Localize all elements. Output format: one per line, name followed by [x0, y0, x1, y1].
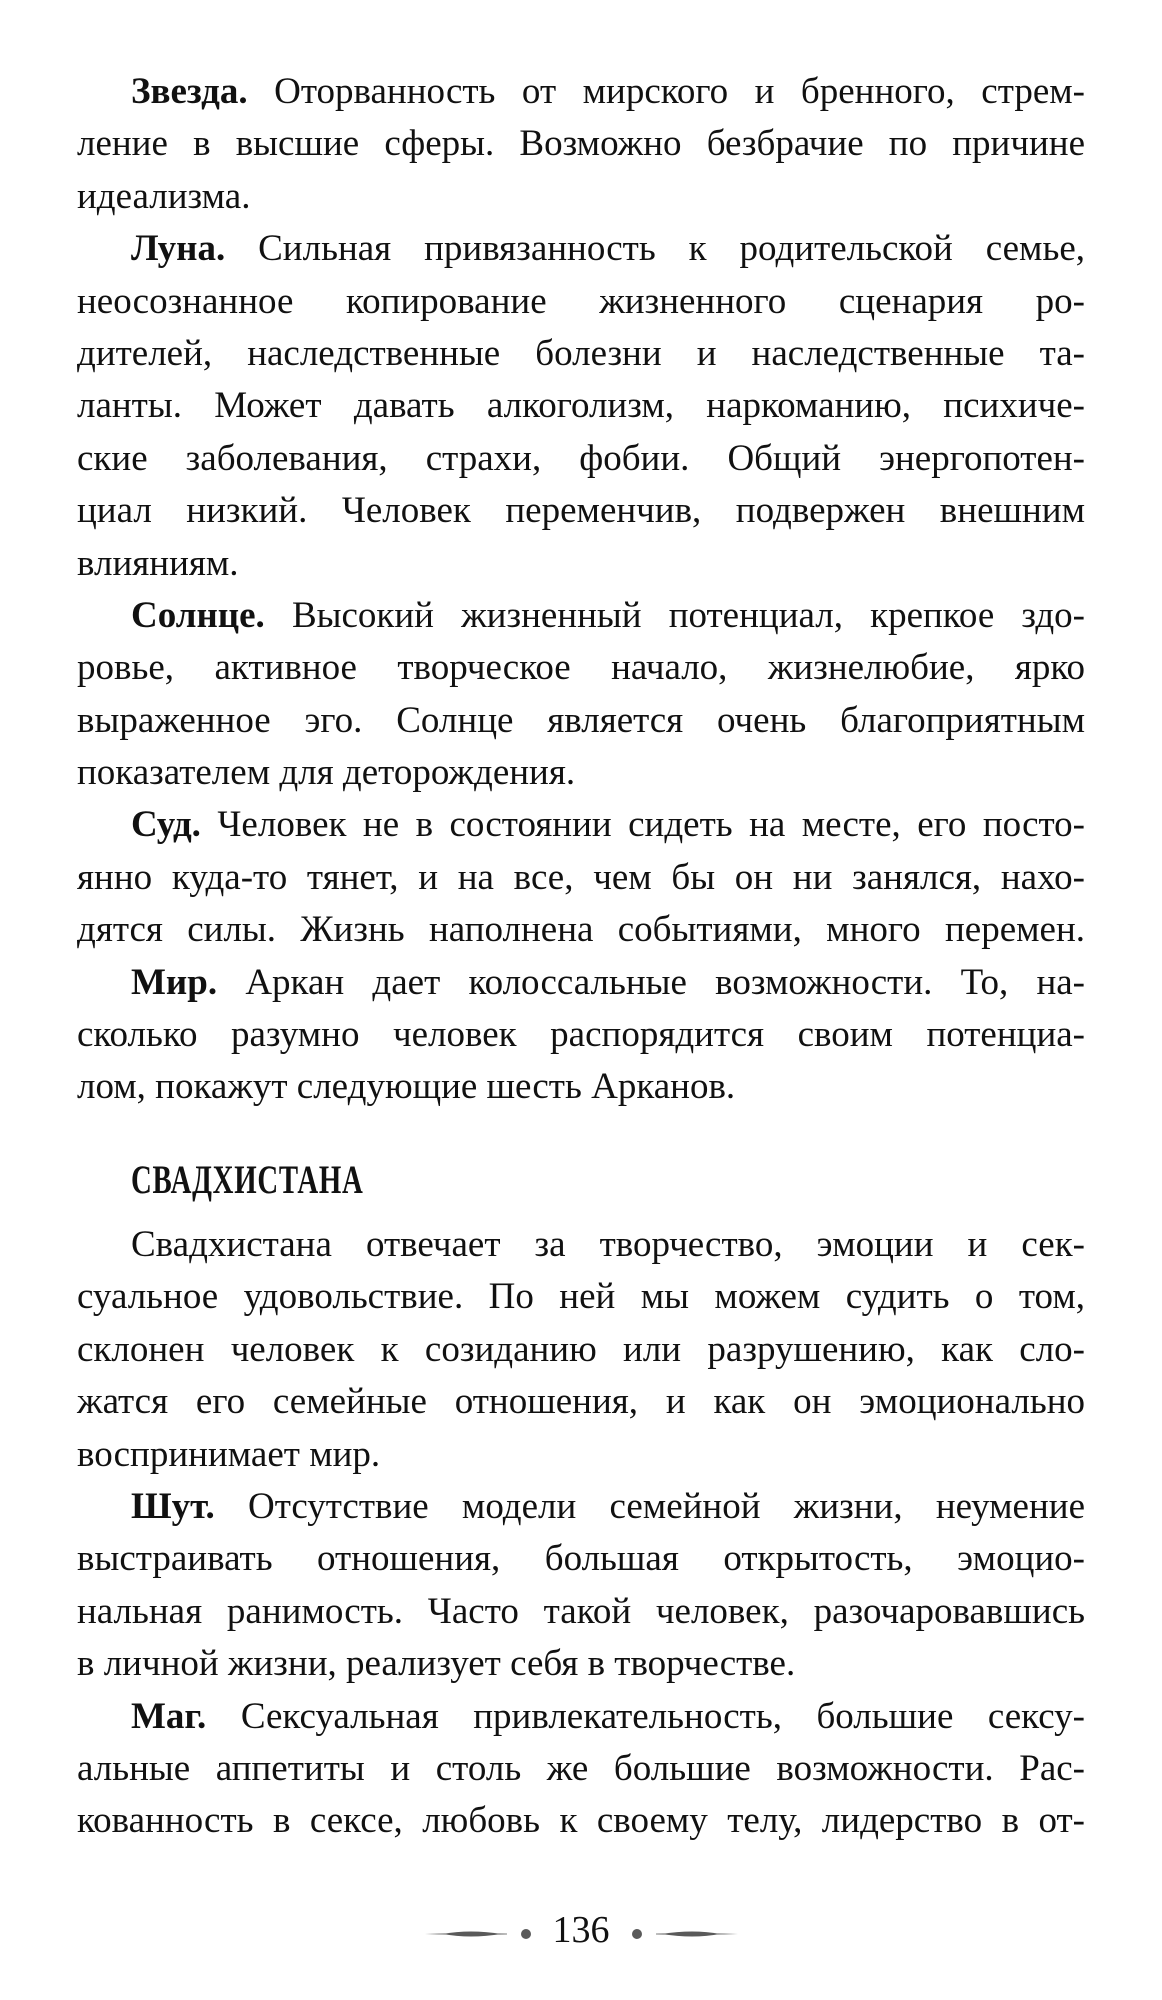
arcana-title-star: Звезда.	[131, 71, 248, 112]
line-text: суальное удовольствие. По ней мы можем судить о том,	[77, 1276, 1085, 1318]
arcana-title-magician: Маг.	[131, 1695, 207, 1737]
text-line	[77, 1743, 1085, 1795]
line-text: циал низкий. Человек переменчив, подвержен внешним	[77, 490, 1085, 532]
line-text: ление в высшие сферы. Возможно безбрачие по причине	[77, 123, 1085, 165]
arcana-title-judgement: Суд.	[131, 804, 201, 846]
line-text: Сильная привязанность к родительской семье,	[225, 228, 1085, 270]
text-block-svadhisthana	[77, 1219, 1085, 1848]
section-heading: СВАДХИСТАНА	[131, 1157, 364, 1202]
line-text: выстраивать отношения, большая открытость, эмоцио-	[77, 1538, 1085, 1580]
line-text: кованность в сексе, любовь к своему телу, лидерство в от-	[77, 1800, 1085, 1842]
flourish-right-icon	[648, 1928, 738, 1940]
text-line	[77, 904, 1085, 956]
text-line	[77, 1009, 1085, 1061]
arcana-title-fool: Шут.	[131, 1485, 215, 1527]
text-line	[77, 171, 1085, 223]
text-line	[77, 1324, 1085, 1376]
text-line	[77, 1638, 1085, 1690]
line-text: Аркан дает колоссальные возможности. То, на-	[217, 961, 1085, 1003]
page-footer	[0, 1908, 1162, 1952]
text-line	[77, 799, 1085, 851]
text-block-muladhara-arcana	[77, 66, 1085, 1114]
text-line	[77, 590, 1085, 642]
text-line	[77, 223, 1085, 275]
line-text: Высокий жизненный потенциал, крепкое здо-	[264, 594, 1085, 636]
page-number: 136	[552, 1909, 610, 1951]
line-text: в личной жизни, реализует себя в творчестве.	[77, 1643, 796, 1685]
text-line	[77, 66, 1085, 118]
text-line	[77, 1376, 1085, 1428]
text-line	[77, 538, 1085, 590]
text-line	[77, 1481, 1085, 1533]
arcana-title-moon: Луна.	[131, 228, 226, 270]
line-text: Свадхистана отвечает за творчество, эмоции и сек-	[131, 1224, 1085, 1265]
line-text: склонен человек к созиданию или разрушению, как сло-	[77, 1328, 1085, 1370]
text-line	[77, 1271, 1085, 1323]
text-line	[77, 1691, 1085, 1743]
line-text: Отсутствие модели семейной жизни, неумение	[214, 1485, 1085, 1527]
line-text: выраженное эго. Солнце является очень благоприятным	[77, 699, 1085, 741]
line-text: неосознанное копирование жизненного сценария ро-	[77, 280, 1085, 322]
text-line	[77, 276, 1085, 328]
text-line	[77, 1533, 1085, 1585]
text-line	[77, 695, 1085, 747]
text-line	[77, 485, 1085, 537]
text-line	[77, 118, 1085, 170]
line-text: ские заболевания, страхи, фобии. Общий энергопотен-	[77, 437, 1085, 479]
line-text: Сексуальная привлекательность, большие сексу-	[206, 1695, 1085, 1737]
ornament-dot-right	[632, 1929, 642, 1939]
line-text: дятся силы. Жизнь наполнена событиями, много перемен.	[77, 909, 1085, 951]
text-line	[77, 1219, 1085, 1271]
line-text: сколько разумно человек распорядится своим потенциа-	[77, 1014, 1085, 1056]
line-text: показателем для деторождения.	[77, 752, 576, 794]
flourish-left-icon	[425, 1928, 515, 1940]
text-line	[77, 433, 1085, 485]
line-text: ровье, активное творческое начало, жизнелюбие, ярко	[77, 647, 1085, 689]
line-text: дителей, наследственные болезни и наследственные та-	[77, 332, 1085, 374]
text-line	[77, 957, 1085, 1009]
text-line	[77, 328, 1085, 380]
line-text: нальная ранимость. Часто такой человек, разочаровавшись	[77, 1590, 1085, 1632]
line-text: Оторванность от мирского и бренного, стрем-	[247, 71, 1085, 112]
line-text: лом, покажут следующие шесть Арканов.	[77, 1066, 736, 1108]
line-text: идеализма.	[77, 175, 251, 217]
line-text: янно куда-то тянет, и на все, чем бы он ни занялся, нахо-	[77, 856, 1085, 898]
text-line	[77, 380, 1085, 432]
text-line	[77, 747, 1085, 799]
text-line	[77, 1061, 1085, 1113]
text-line	[77, 642, 1085, 694]
text-line	[77, 852, 1085, 904]
line-text: влияниям.	[77, 542, 239, 584]
line-text: жатся его семейные отношения, и как он эмоционально	[77, 1381, 1085, 1423]
line-text: альные аппетиты и столь же большие возможности. Рас-	[77, 1747, 1085, 1789]
arcana-title-sun: Солнце.	[131, 594, 265, 636]
text-line	[77, 1795, 1085, 1847]
text-line	[77, 1586, 1085, 1638]
text-line	[77, 1429, 1085, 1481]
arcana-title-world: Мир.	[131, 961, 218, 1003]
line-text: воспринимает мир.	[77, 1433, 381, 1475]
ornament-dot-left	[521, 1929, 531, 1939]
line-text: ланты. Может давать алкоголизм, наркоманию, психиче-	[77, 385, 1085, 427]
line-text: Человек не в состоянии сидеть на месте, его посто-	[200, 804, 1085, 846]
